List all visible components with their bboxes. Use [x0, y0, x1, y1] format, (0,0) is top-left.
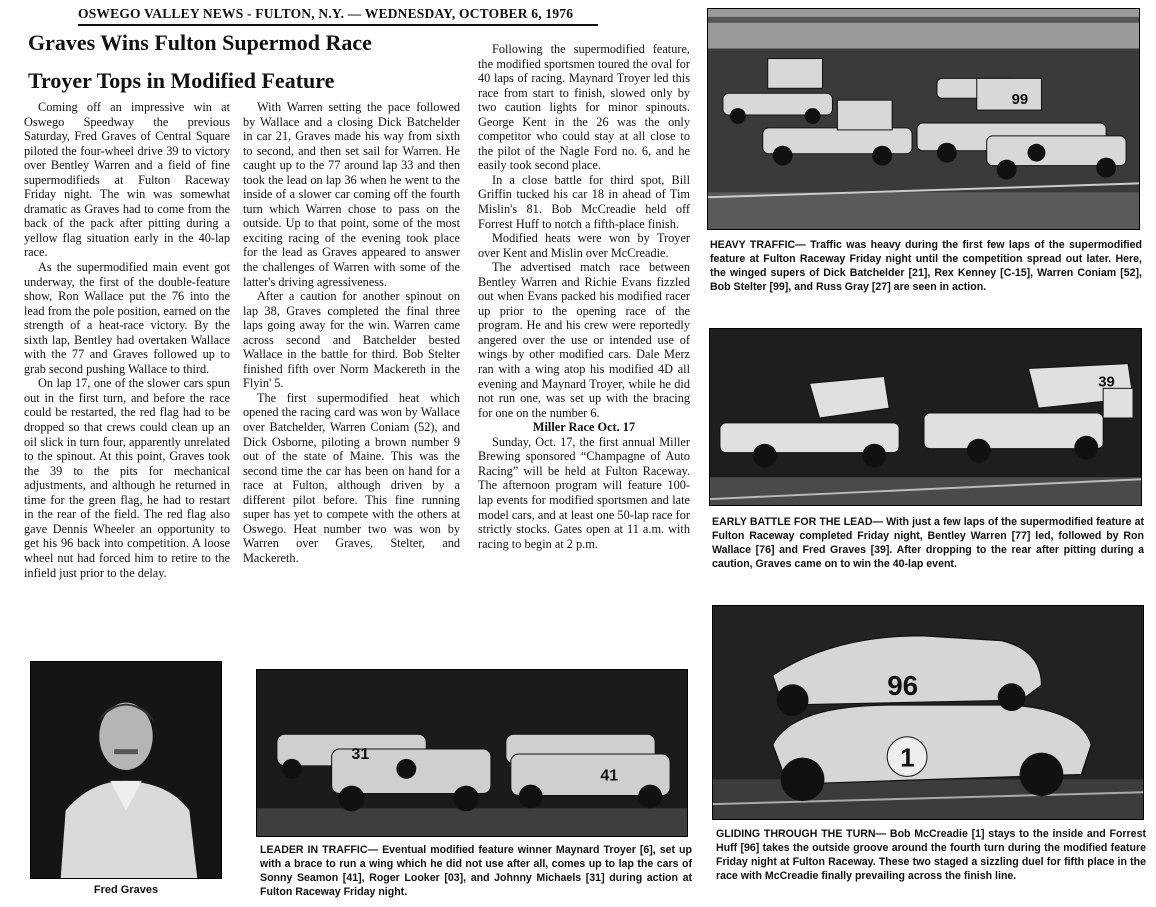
car-number-text: 99 [1011, 92, 1029, 109]
caption-lead: EARLY BATTLE FOR THE LEAD— [712, 516, 884, 528]
dateline: OSWEGO VALLEY NEWS - FULTON, N.Y. — WEDNESDAY, OCTOBER 6, 1976 [78, 6, 598, 26]
paragraph: Modified heats were won by Troyer over Kent and Mislin over McCreadie. [478, 231, 690, 260]
photo-early-battle [709, 328, 1142, 506]
paragraph: After a caution for another spinout on lap 38, Graves completed the final three laps going away for the win. Warren came across second and Batchelder bested Wallace in the battle for third. Bob Stelter finished fifth over Norm Mackereth in the Flyin' 5. [243, 289, 460, 391]
caption-early-battle [712, 515, 1144, 591]
paragraph: The advertised match race between Bentley Warren and Richie Evans fizzled out when Evans packed his modified racer up prior to the opening race of the program. He and his crew were reportedly angered over the use or intended use of wings by other modified cars. Dale Merz ran with a wing atop his modified 4D all evening and Maynard Troyer, while he did not run one, was set up with the bracing for one on the number 6. [478, 260, 690, 420]
photo-gliding-turn [712, 605, 1144, 820]
caption-text: With just a few laps of the supermodified feature at Fulton Raceway completed Friday night, Bentley Warren [77] led, followed by Ron Wallace [76] and Fred Graves [39]. After dropping to the rear after pitting during a caution, Graves came on to win the 40-lap event. [712, 516, 1144, 570]
caption-lead: GLIDING THROUGH THE TURN— [716, 828, 887, 840]
paragraph: Sunday, Oct. 17, the first annual Miller Brewing sponsored “Champagne of Auto Racing” will be held at Fulton Raceway. The afternoon program will feature 100-lap events for modified sportsmen and late model cars, and at least one 50-lap race for strictly stocks. Gates open at 11 a.m. with racing to begin at 2 p.m. [478, 434, 690, 551]
caption-text: Traffic was heavy during the first few laps of the supermodified feature at Fulton Raceway Friday night until the competition spread out later. Here, the winged supers of Dick Batchelder [21], Rex Kenney [C-15], Warren Coniam [52], Bob Stelter [99], and Russ Gray [27] are seen in action. [710, 239, 1142, 293]
caption-leader-traffic [260, 843, 692, 905]
paragraph: The first supermodified heat which opened the racing card was won by Wallace over Batchelder, Warren Coniam (52), and Dick Osborne, piloting a brown number 9 out of the state of Maine. This was the second time the car has been on hand for a race at Fulton, although driven by a different pilot before. This fine running super has yet to compete with the others at Oswego. Heat number two was won by Warren over Graves, Stelter, and Mackereth. [243, 390, 460, 565]
paragraph: Following the supermodified feature, the modified sportsmen toured the oval for 40 laps of racing. Maynard Troyer led this race from start to finish, slowed only by two caution lights for minor spinouts. George Kent in the 26 was the only competitor who could stay at all close to the pilot of the Nagle Ford no. 6, and he easily took second place. [478, 42, 690, 173]
portrait-caption: Fred Graves [93, 884, 159, 896]
sub-headline: Troyer Tops in Modified Feature [28, 68, 335, 93]
subhead-miller-race: Miller Race Oct. 17 [532, 420, 636, 435]
car-number-text: 1 [900, 744, 915, 773]
paragraph: Coming off an impressive win at Oswego Speedway the previous Saturday, Fred Graves of Central Square piloted the four-wheel drive 39 to victory over Bentley Warren and a field of fine supermodifieds at Fulton Raceway Friday night. The win was somewhat dramatic as Graves had to come from the back of the pack after pitting during a yellow flag situation early in the 40-lap race. [24, 100, 230, 260]
article-column-2 [243, 100, 460, 658]
caption-lead: HEAVY TRAFFIC— [710, 239, 806, 251]
paragraph: In a close battle for third spot, Bill Griffin tucked his car 18 in ahead of Tim Mislin's 81. Bob McCreadie held off Forrest Huff to notch a fifth-place finish. [478, 172, 690, 231]
paragraph: With Warren setting the pace followed by Wallace and a closing Dick Batchelder in car 21, Graves made his way from sixth to second, and then set sail for Warren. He caught up to the 77 around lap 33 and then took the lead on lap 36 when he went to the inside of a slower car coming off the fourth turn which Warren chose to pass on the outside. Up to that point, some of the most exciting racing of the evening took place for the lead as Graves appeared to answer the challenges of Warren with some of the latter's driving agressiveness. [243, 100, 460, 289]
car-number-text: 39 [1098, 374, 1115, 391]
caption-text: Eventual modified feature winner Maynard Troyer [6], set up with a brace to run a wing which he did not use after all, comes up to lap the cars of Sonny Seamon [41], Roger Looker [03], and Johnny Michaels [31] during action at Fulton Raceway Friday night. [260, 844, 692, 898]
paragraph: On lap 17, one of the slower cars spun out in the first turn, and before the race could be restarted, the red flag had to be dropped so that crews could clean up an oil slick in turn four, apparently unrelated to the spinout. At this point, Graves took the 39 to the pits for mechanical adjustments, and although he returned in time for the green flag, he had to restart in the rear of the field. The red flag also gave Dennis Wheeler an opportunity to get his 96 back into competition. A loose wheel nut had forced him to retire to the infield just prior to the delay. [24, 376, 230, 580]
caption-lead: LEADER IN TRAFFIC— [260, 844, 379, 856]
photo-leader-traffic [256, 669, 688, 837]
car-number-text: 96 [887, 670, 919, 702]
paragraph: As the supermodified main event got underway, the first of the double-feature show, Ron Wallace put the 76 into the lead from the pole position, earned on the strength of a heat-race victory. By the sixth lap, Bentley had overtaken Wallace with the 77 and Graves followed up to grab second pushing Wallace to third. [24, 260, 230, 376]
main-headline: Graves Wins Fulton Supermod Race [28, 30, 372, 55]
photo-portrait-fred-graves [30, 661, 222, 879]
photo-heavy-traffic [707, 8, 1140, 230]
article-column-3 [478, 42, 690, 664]
article-column-1 [24, 100, 230, 658]
caption-gliding-turn [716, 827, 1146, 903]
car-number-text: 41 [600, 767, 619, 785]
caption-heavy-traffic [710, 238, 1142, 312]
car-number-text: 31 [351, 745, 370, 763]
caption-text: Bob McCreadie [1] stays to the inside and Forrest Huff [96] takes the outside groove around the fourth turn during the modified feature Friday night at Fulton Raceway. These two staged a sizzling duel for fifth place in the race with McCreadie finally prevailing across the finish line. [716, 828, 1146, 882]
